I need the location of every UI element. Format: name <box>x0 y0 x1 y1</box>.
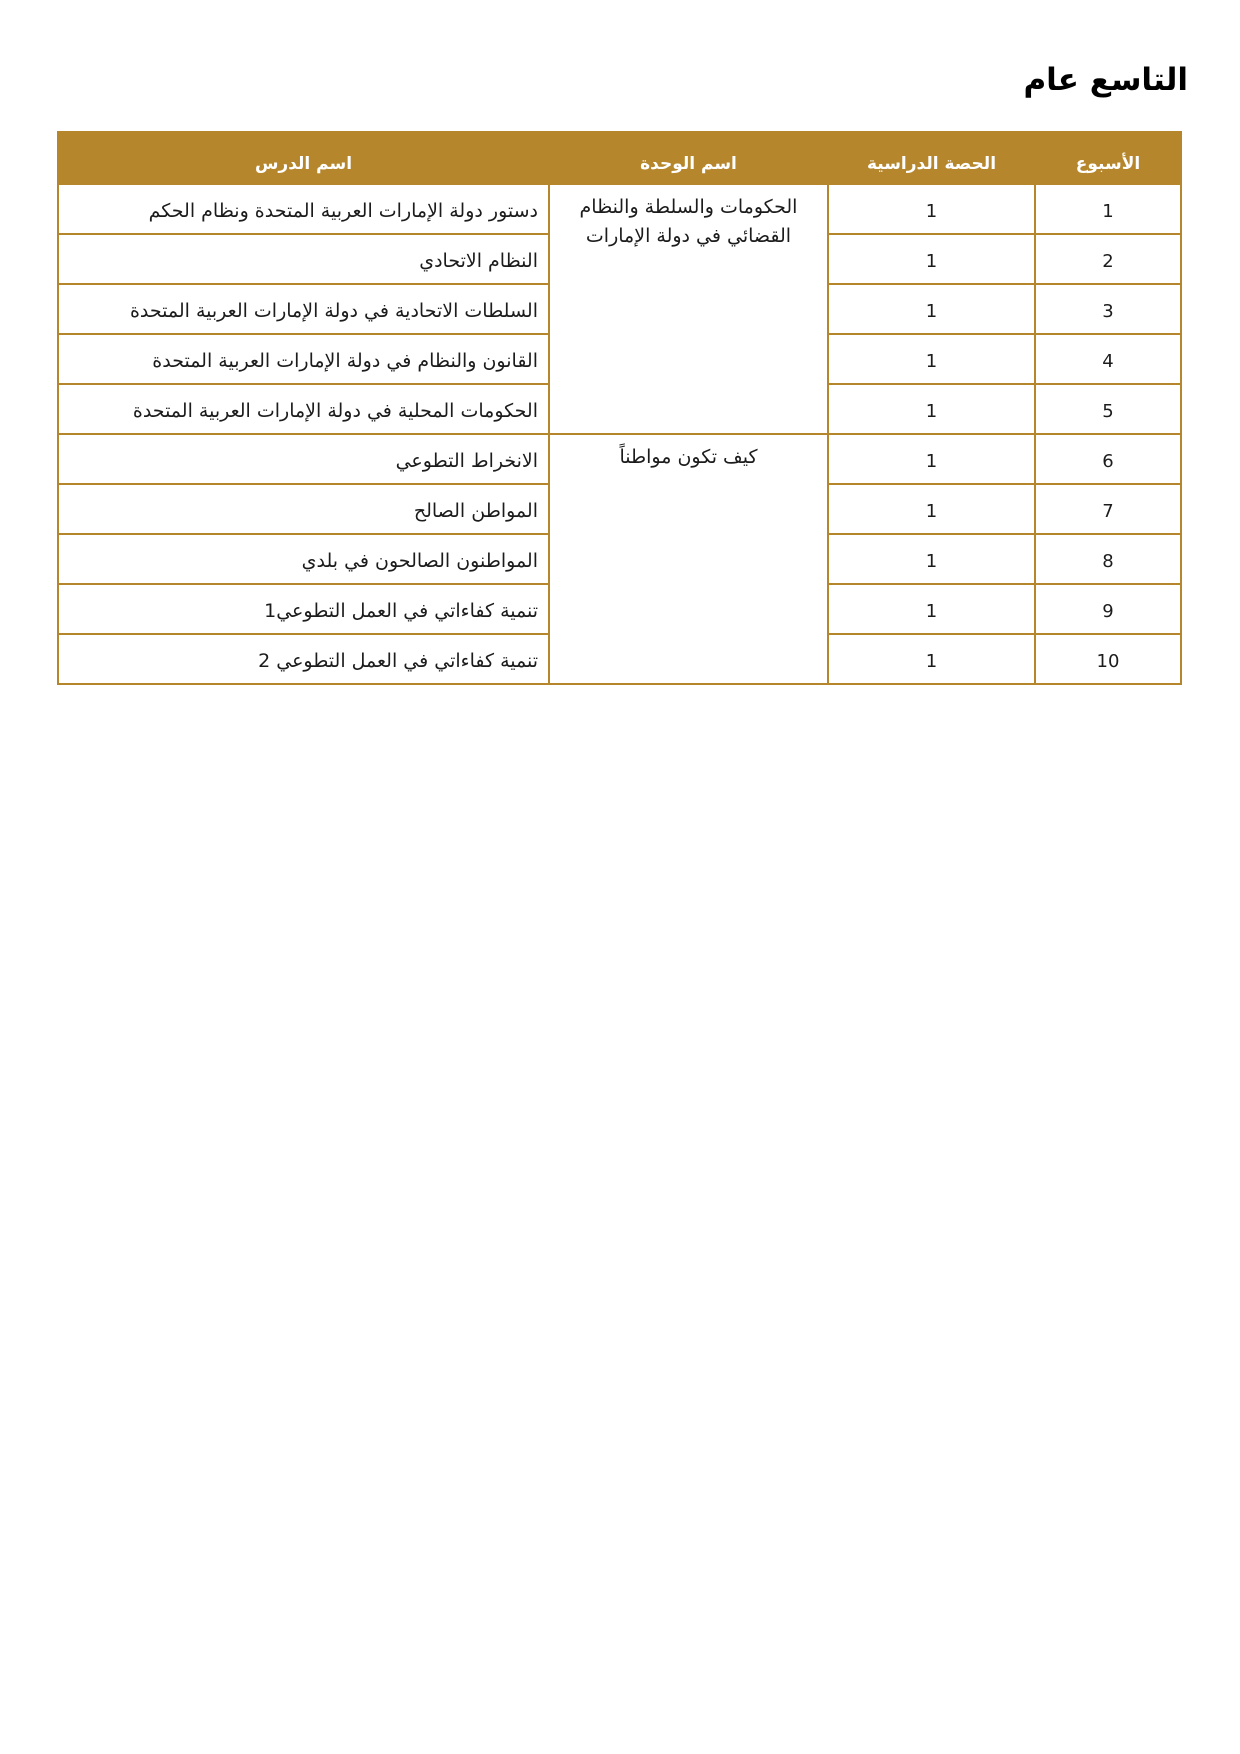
lesson-cell: القانون والنظام في دولة الإمارات العربية المتحدة <box>58 334 549 384</box>
table-row <box>58 434 1181 484</box>
lesson-cell: النظام الاتحادي <box>58 234 549 284</box>
lesson-cell: المواطنون الصالحون في بلدي <box>58 534 549 584</box>
lesson-cell: تنمية كفاءاتي في العمل التطوعي1 <box>58 584 549 634</box>
period-cell: 1 <box>828 534 1035 584</box>
lesson-cell: تنمية كفاءاتي في العمل التطوعي 2 <box>58 634 549 684</box>
schedule-table-body <box>58 184 1181 684</box>
column-header-week: الأسبوع <box>1035 132 1181 184</box>
week-cell: 1 <box>1035 184 1181 234</box>
week-cell: 6 <box>1035 434 1181 484</box>
week-cell: 3 <box>1035 284 1181 334</box>
lesson-cell: الانخراط التطوعي <box>58 434 549 484</box>
column-header-period: الحصة الدراسية <box>828 132 1035 184</box>
column-header-lesson: اسم الدرس <box>58 132 549 184</box>
period-cell: 1 <box>828 184 1035 234</box>
period-cell: 1 <box>828 284 1035 334</box>
table-row <box>58 184 1181 234</box>
column-header-unit: اسم الوحدة <box>549 132 828 184</box>
period-cell: 1 <box>828 434 1035 484</box>
unit-cell: الحكومات والسلطة والنظام القضائي في دولة الإمارات <box>549 184 828 434</box>
period-cell: 1 <box>828 334 1035 384</box>
lesson-cell: دستور دولة الإمارات العربية المتحدة ونظام الحكم <box>58 184 549 234</box>
period-cell: 1 <box>828 484 1035 534</box>
period-cell: 1 <box>828 234 1035 284</box>
week-cell: 10 <box>1035 634 1181 684</box>
week-cell: 9 <box>1035 584 1181 634</box>
schedule-table <box>57 131 1182 685</box>
page-title: التاسع عام <box>1023 62 1188 98</box>
lesson-cell: السلطات الاتحادية في دولة الإمارات العربية المتحدة <box>58 284 549 334</box>
lesson-cell: الحكومات المحلية في دولة الإمارات العربية المتحدة <box>58 384 549 434</box>
week-cell: 8 <box>1035 534 1181 584</box>
lesson-cell: المواطن الصالح <box>58 484 549 534</box>
header-row <box>58 132 1181 184</box>
week-cell: 2 <box>1035 234 1181 284</box>
schedule-table-header <box>58 132 1181 184</box>
period-cell: 1 <box>828 384 1035 434</box>
unit-cell: كيف تكون مواطناً <box>549 434 828 684</box>
period-cell: 1 <box>828 634 1035 684</box>
week-cell: 7 <box>1035 484 1181 534</box>
week-cell: 4 <box>1035 334 1181 384</box>
period-cell: 1 <box>828 584 1035 634</box>
week-cell: 5 <box>1035 384 1181 434</box>
